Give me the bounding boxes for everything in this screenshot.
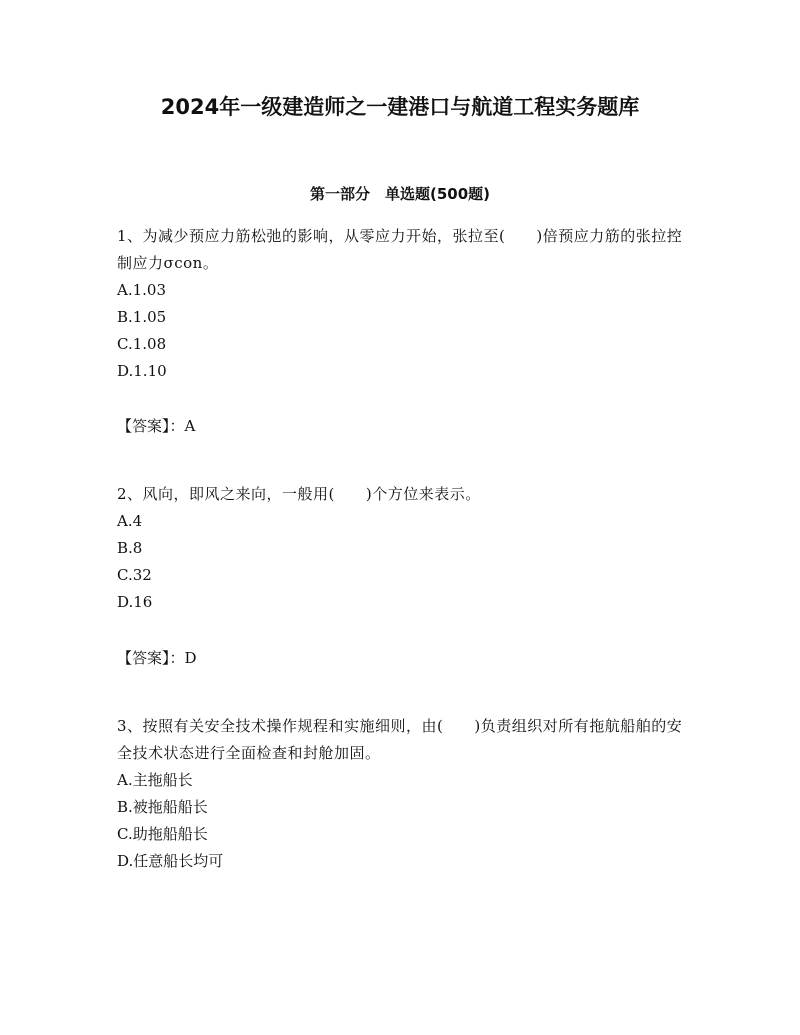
section-title: 第一部分 单选题(500题) <box>309 185 491 203</box>
option-a: A.4 <box>117 512 143 530</box>
question-2 <box>117 481 687 616</box>
question-1 <box>117 223 687 385</box>
option-b: B.被拖船船长 <box>117 798 208 816</box>
question-stem: 3、按照有关安全技术操作规程和实施细则，由( )负责组织对所有拖航船舶的安全技术状态进行全面检查和封舱加固。 <box>117 717 683 762</box>
option-c: C.助拖船船长 <box>117 825 208 843</box>
option-d: D.任意船长均可 <box>117 852 224 870</box>
question-stem: 2、风向，即风之来向，一般用( )个方位来表示。 <box>117 485 481 503</box>
page-title: 2024年一级建造师之一建港口与航道工程实务题库 <box>160 95 640 119</box>
option-b: B.8 <box>117 539 143 557</box>
option-c: C.1.08 <box>117 335 167 353</box>
option-b: B.1.05 <box>117 308 167 326</box>
option-d: D.16 <box>117 593 153 611</box>
option-c: C.32 <box>117 566 152 584</box>
option-d: D.1.10 <box>117 362 167 380</box>
question-stem: 1、为减少预应力筋松弛的影响，从零应力开始，张拉至( )倍预应力筋的张拉控制应力σcon。 <box>117 227 683 272</box>
answer-2: 【答案】：D <box>117 649 197 667</box>
option-a: A.主拖船长 <box>117 771 193 789</box>
answer-1: 【答案】：A <box>117 417 196 435</box>
option-a: A.1.03 <box>117 281 166 299</box>
question-3 <box>117 713 687 875</box>
